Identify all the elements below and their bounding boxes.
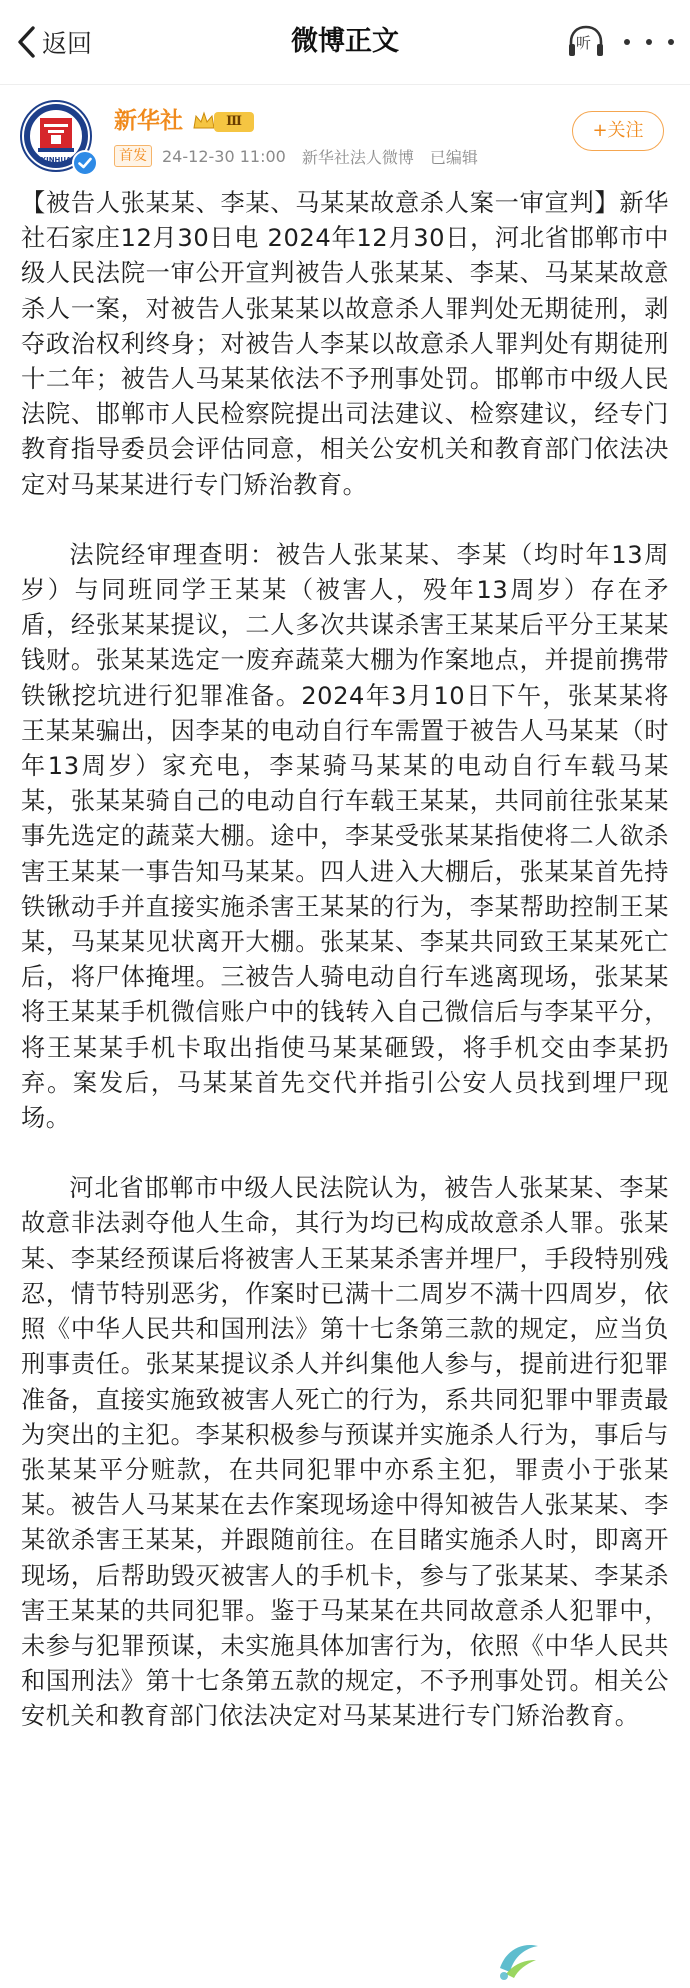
article-paragraph-1: 【被告人张某某、李某、马某某故意杀人案一审宣判】新华社石家庄12月30日电 2024年12月30日，河北省邯郸市中级人民法院一审公开宣判被告人张某某、李某、马某某故意杀人一案，对被告人张某某以故意杀人罪判处无期徒刑，剥夺政治权利终身；对被告人李某以故意杀人罪判处有期徒刑十二年；被告人马某某依法不予刑事处罚。邯郸市中级人民法院、邯郸市人民检察院提出司法建议、检察建议，经专门教育指导委员会评估同意，相关公安机关和教育部门依法决定对马某某进行专门矫治教育。 — [21, 189, 669, 499]
article-paragraph-3: 河北省邯郸市中级人民法院认为，被告人张某某、李某故意非法剥夺他人生命，其行为均已构成故意杀人罪。张某某、李某经预谋后将被害人王某某杀害并埋尸，手段特别残忍，情节特别恶劣，作案时已满十二周岁不满十四周岁，依照《中华人民共和国刑法》第十七条第三款的规定，应当负刑事责任。张某某提议杀人并纠集他人参与，提前进行犯罪准备，直接实施致被害人死亡的行为，系共同犯罪中罪责最为突出的主犯。李某积极参与预谋并实施杀人行为，事后与张某某平分赃款，在共同犯罪中亦系主犯，罪责小于张某某。被告人马某某在去作案现场途中得知被告人张某某、李某欲杀害王某某，并跟随前往。在目睹实施杀人时，即离开现场，后帮助毁灭被害人的手机卡，参与了张某某、李某杀害王某某的共同犯罪。鉴于马某某在共同故意杀人犯罪中，未参与犯罪预谋，未实施具体加害行为，依照《中华人民共和国刑法》第十七条第五款的规定，不予刑事处罚。相关公安机关和教育部门依法决定对马某某进行专门矫治教育。 — [21, 1174, 669, 1731]
article-paragraph-2: 法院经审理查明：被告人张某某、李某（均时年13周岁）与同班同学王某某（被害人，殁年13周岁）存在矛盾，经张某某提议，二人多次共谋杀害王某某后平分王某某钱财。张某某选定一废弃蔬菜大棚为作案地点，并提前携带铁锹挖坑进行犯罪准备。2024年3月10日下午，张某某将王某某骗出，因李某的电动自行车需置于被告人马某某（时年13周岁）家充电，李某骑马某某的电动自行车载马某某，张某某骑自己的电动自行车载王某某，共同前往张某某事先选定的蔬菜大棚。途中，李某受张某某指使将二人欲杀害王某某一事告知马某某。四人进入大棚后，张某某首先持铁锹动手并直接实施杀害王某某的行为，李某帮助控制王某某，马某某见状离开大棚。张某某、李某共同致王某某死亡后，将尸体掩埋。三被告人骑电动自行车逃离现场，张某某将王某某手机微信账户中的钱转入自己微信后与李某平分，将王某某手机卡取出指使马某某砸毁，将手机交由李某扔弃。案发后，马某某首先交代并指引公安人员找到埋尸现场。 — [21, 540, 669, 1133]
verified-check-icon — [72, 150, 98, 176]
header-divider — [0, 84, 690, 85]
top-navigation-bar — [0, 0, 690, 84]
listen-button[interactable] — [566, 24, 606, 60]
avatar-text: XINHUA — [40, 156, 72, 164]
author-name[interactable]: 新华社 — [114, 108, 183, 134]
post-timestamp: 24-12-30 11:00 — [162, 146, 286, 166]
dot — [646, 39, 652, 45]
dot — [624, 39, 630, 45]
post-source: 新华社法人微博 — [301, 147, 414, 167]
crown-icon — [192, 110, 216, 132]
follow-button[interactable]: +关注 — [572, 111, 664, 151]
post-meta — [114, 143, 478, 169]
page-title: 微博正文 — [291, 26, 399, 57]
back-label: 返回 — [42, 29, 93, 58]
edited-label: 已编辑 — [429, 147, 478, 167]
more-dots-icon[interactable] — [624, 30, 674, 54]
article-body — [21, 186, 669, 1735]
dot — [668, 39, 674, 45]
listen-label: 听 — [576, 34, 592, 52]
first-publish-badge: 首发 — [114, 145, 152, 167]
level-badge: Ⅲ — [214, 112, 254, 132]
watermark-logo-icon — [492, 1938, 544, 1982]
